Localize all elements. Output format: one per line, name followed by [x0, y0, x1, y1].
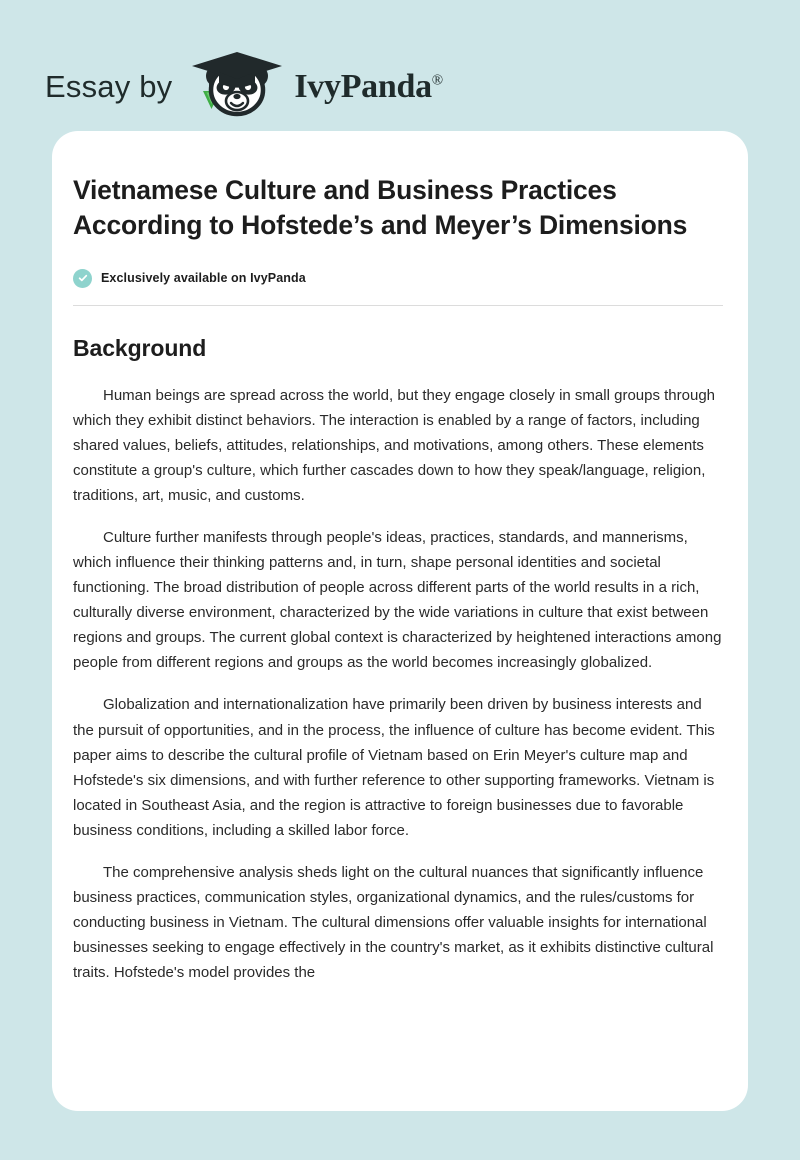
- paragraph: Globalization and internationalization have primarily been driven by business interests and the pursuit of opportunities, and in the process, the influence of culture has become evident. This paper aims to describe the cultural profile of Vietnam based on Erin Meyer's culture map and Hofstede's six dimensions, and with further reference to other supporting frameworks. Vietnam is located in Southeast Asia, and the region is attractive to foreign businesses due to favorable business conditions, including a skilled labor force.: [73, 696, 715, 839]
- essay-paper-card: [52, 131, 748, 1111]
- paragraph: The comprehensive analysis sheds light on the cultural nuances that significantly influence business practices, communication styles, organizational dynamics, and the rules/customs for conducting business in Vietnam. The cultural dimensions offer valuable insights for international businesses seeking to engage effectively in the country's market, as it exhibits distinctive cultural traits. Hofstede's model provides the: [73, 863, 714, 981]
- ivypanda-logo[interactable]: [190, 49, 443, 124]
- essay-by-label: Essay by: [45, 69, 173, 104]
- essay-body: [73, 383, 727, 985]
- paragraph: Culture further manifests through people's ideas, practices, standards, and mannerisms, which influence their thinking patterns and, in turn, shape personal identities and societal functioning. The broad distribution of people across different parts of the world results in a rich, culturally diverse environment, characterized by the wide variations in culture that exist between regions and groups. The current global context is characterized by heightened interactions among people from different regions and groups as the world becomes increasingly globalized.: [73, 529, 722, 672]
- ivypanda-wordmark: [294, 67, 443, 105]
- panda-graduate-icon: [190, 49, 286, 124]
- page-title: Vietnamese Culture and Business Practices According to Hofstede’s and Meyer’s Dimensions: [73, 175, 688, 240]
- wordmark-text: IvyPanda: [294, 67, 432, 105]
- status-badge-label: Exclusively available on IvyPanda: [101, 271, 306, 286]
- check-circle-icon: [73, 269, 92, 288]
- paragraph: Human beings are spread across the world, but they engage closely in small groups through which they exhibit distinct behaviors. The interaction is enabled by a range of factors, including shared values, beliefs, attitudes, relationships, and motivations, among others. These elements constitute a group's culture, which further cascades down to how they speak/language, religion, traditions, art, music, and customs.: [73, 386, 716, 505]
- section-heading-background: Background: [73, 334, 207, 361]
- registered-mark: ®: [431, 72, 443, 89]
- title-divider: [73, 305, 723, 306]
- brand-header: [0, 0, 800, 131]
- status-badge: [73, 269, 727, 288]
